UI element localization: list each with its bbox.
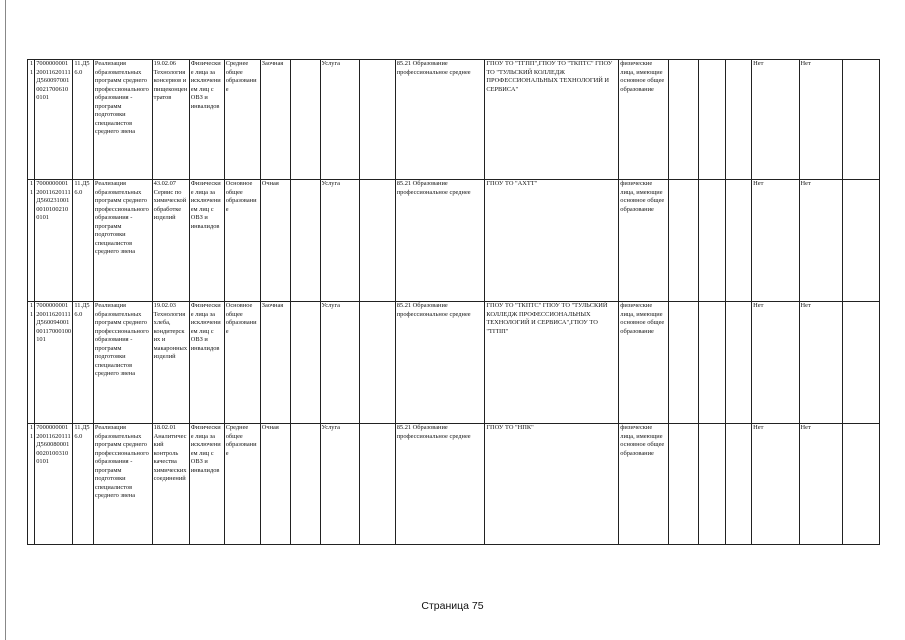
empty-cell <box>842 424 879 545</box>
consumers: физические лица, имеющие основное общее образование <box>619 302 668 424</box>
registry-code: 700000000120011620111Д56008000100201003100101 <box>35 424 73 545</box>
study-form: Очная <box>260 180 290 302</box>
providers: ГПОУ ТО "НПК" <box>485 424 619 545</box>
consumers: физические лица, имеющие основное общее образование <box>619 60 668 180</box>
empty-cell <box>668 424 698 545</box>
education-level: Среднее общее образование <box>224 424 260 545</box>
consumer-category: Физические лица за исключением лиц с ОВЗ и инвалидов <box>189 60 224 180</box>
empty-cell <box>842 180 879 302</box>
service-type: Услуга <box>320 302 359 424</box>
empty-cell <box>668 180 698 302</box>
empty-cell <box>726 60 752 180</box>
empty-cell <box>698 424 726 545</box>
empty-cell <box>726 180 752 302</box>
consumer-category: Физические лица за исключением лиц с ОВЗ и инвалидов <box>189 302 224 424</box>
flag-cell: Нет <box>799 302 842 424</box>
empty-cell <box>842 60 879 180</box>
empty-cell <box>290 180 320 302</box>
service-kind-code: 11.Д56.0 <box>73 424 94 545</box>
providers: ГПОУ ТО "ТКПТС" ГПОУ ТО "ТУЛЬСКИЙ КОЛЛЕДЖ ПРОФЕССИОНАЛЬНЫХ ТЕХНОЛОГИЙ И СЕРВИСА",ГПОУ ТО "ТГПП" <box>485 302 619 424</box>
specialty: 18.02.01 Аналитический контроль качества химических соединений <box>152 424 189 545</box>
service-name: Реализация образовательных программ среднего профессионального образования - программ подготовки специалистов среднего звена <box>93 60 152 180</box>
flag-cell: Нет <box>752 60 799 180</box>
consumers: физические лица, имеющие основное общее образование <box>619 180 668 302</box>
flag-cell: Нет <box>752 180 799 302</box>
specialty: 19.02.06 Технология консервов и пищеконцентратов <box>152 60 189 180</box>
okved-code: 85.21 Образование профессиональное среднее <box>395 60 485 180</box>
registry-code: 700000000120011620111Д56023100100101002100101 <box>35 180 73 302</box>
flag-cell: Нет <box>799 180 842 302</box>
empty-cell <box>698 180 726 302</box>
study-form: Заочная <box>260 302 290 424</box>
consumer-category: Физические лица за исключением лиц с ОВЗ и инвалидов <box>189 424 224 545</box>
empty-cell <box>842 302 879 424</box>
page-number: Страница 75 <box>421 600 484 612</box>
empty-cell <box>290 60 320 180</box>
empty-cell <box>698 60 726 180</box>
education-level: Основное общее образование <box>224 180 260 302</box>
study-form: Очная <box>260 424 290 545</box>
table-row <box>28 424 880 545</box>
flag-cell: Нет <box>752 302 799 424</box>
service-name: Реализация образовательных программ среднего профессионального образования - программ подготовки специалистов среднего звена <box>93 424 152 545</box>
empty-cell <box>290 302 320 424</box>
consumer-category: Физические лица за исключением лиц с ОВЗ и инвалидов <box>189 180 224 302</box>
consumers: физические лица, имеющие основное общее образование <box>619 424 668 545</box>
empty-cell <box>359 424 395 545</box>
education-level: Основное общее образование <box>224 302 260 424</box>
providers: ГПОУ ТО "АХТТ" <box>485 180 619 302</box>
service-type: Услуга <box>320 180 359 302</box>
providers: ГПОУ ТО "ТГПП",ГПОУ ТО "ТКПТС" ГПОУ ТО "ТУЛЬСКИЙ КОЛЛЕДЖ ПРОФЕССИОНАЛЬНЫХ ТЕХНОЛОГИЙ И СЕРВИСА" <box>485 60 619 180</box>
table-row <box>28 180 880 302</box>
okved-code: 85.21 Образование профессиональное среднее <box>395 302 485 424</box>
empty-cell <box>668 302 698 424</box>
empty-cell <box>359 302 395 424</box>
service-name: Реализация образовательных программ среднего профессионального образования - программ подготовки специалистов среднего звена <box>93 302 152 424</box>
empty-cell <box>359 180 395 302</box>
registry-table <box>27 59 880 545</box>
row-number: 11 <box>28 180 35 302</box>
okved-code: 85.21 Образование профессиональное среднее <box>395 180 485 302</box>
okved-code: 85.21 Образование профессиональное среднее <box>395 424 485 545</box>
empty-cell <box>698 302 726 424</box>
row-number: 11 <box>28 424 35 545</box>
specialty: 19.02.03 Технология хлеба, кондитерских и макаронных изделий <box>152 302 189 424</box>
registry-code: 700000000120011620111Д56009700100217006100101 <box>35 60 73 180</box>
flag-cell: Нет <box>799 424 842 545</box>
specialty: 43.02.07 Сервис по химической обработке изделий <box>152 180 189 302</box>
row-number: 11 <box>28 302 35 424</box>
service-kind-code: 11.Д56.0 <box>73 180 94 302</box>
page-edge-rule <box>5 0 6 640</box>
study-form: Заочная <box>260 60 290 180</box>
table-row <box>28 60 880 180</box>
education-level: Среднее общее образование <box>224 60 260 180</box>
table-row <box>28 302 880 424</box>
empty-cell <box>290 424 320 545</box>
flag-cell: Нет <box>799 60 842 180</box>
service-type: Услуга <box>320 60 359 180</box>
empty-cell <box>726 424 752 545</box>
registry-code: 700000000120011620111Д56009400100117000100101 <box>35 302 73 424</box>
service-kind-code: 11.Д56.0 <box>73 60 94 180</box>
empty-cell <box>726 302 752 424</box>
service-type: Услуга <box>320 424 359 545</box>
empty-cell <box>359 60 395 180</box>
service-name: Реализация образовательных программ среднего профессионального образования - программ подготовки специалистов среднего звена <box>93 180 152 302</box>
service-kind-code: 11.Д56.0 <box>73 302 94 424</box>
row-number: 11 <box>28 60 35 180</box>
empty-cell <box>668 60 698 180</box>
flag-cell: Нет <box>752 424 799 545</box>
